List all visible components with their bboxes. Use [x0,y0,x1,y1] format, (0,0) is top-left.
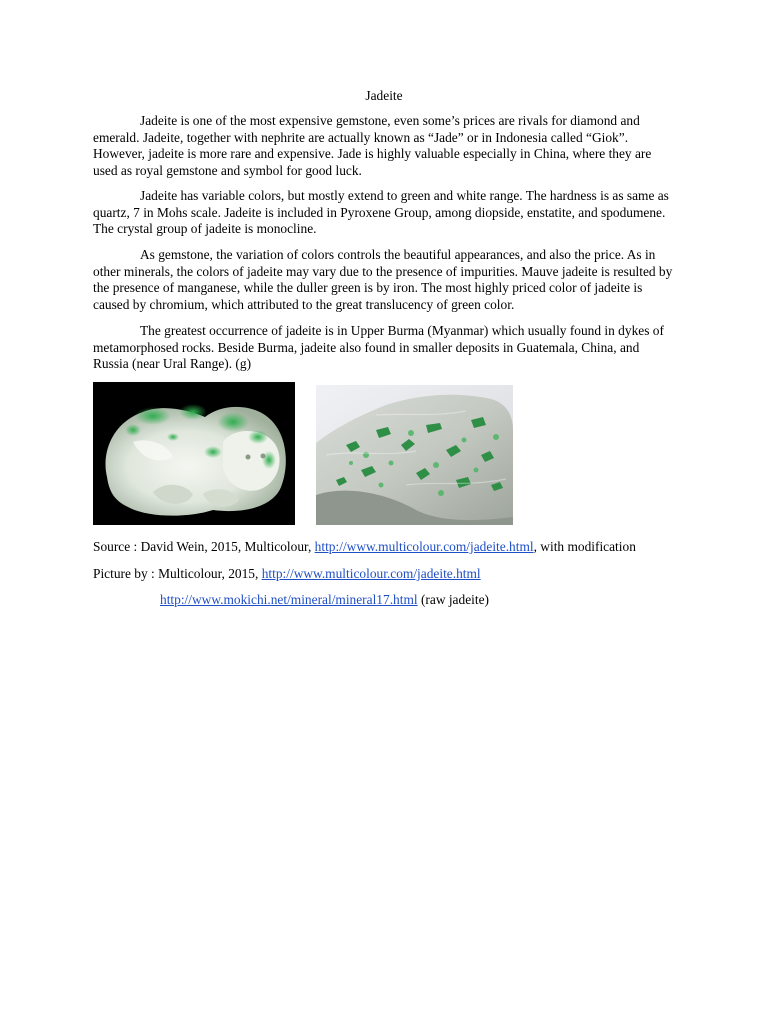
raw-jadeite-image [316,385,513,525]
paragraph-gemstone-colors: As gemstone, the variation of colors controls the beautiful appearances, and also the price. As in other minerals, the colors of jadeite may vary due to the presence of impurities. Mauve jadeite is resulted by the presence of manganese, while the duller green is by iron. The most highly priced color of jadeite is caused by chromium, which attributed to the great translucency of green color. [93,247,673,312]
source-link[interactable]: http://www.multicolour.com/jadeite.html [314,539,534,554]
picture-link[interactable]: http://www.multicolour.com/jadeite.html [261,566,481,581]
raw-jadeite-suffix: (raw jadeite) [417,592,489,607]
picture-credit [93,565,481,582]
paragraph-occurrence: The greatest occurrence of jadeite is in Upper Burma (Myanmar) which usually found in dykes of metamorphosed rocks. Beside Burma, jadeite also found in smaller deposits in Guatemala, China, and Russia (near Ural Range). (g) [93,323,664,372]
raw-jadeite-link[interactable]: http://www.mokichi.net/mineral/mineral17.html [160,592,418,607]
source-credit [93,538,636,555]
paragraph-colors-hardness: Jadeite has variable colors, but mostly extend to green and white range. The hardness is as same as quartz, 7 in Mohs scale. Jadeite is included in Pyroxene Group, among diopside, enstatite, and spodumene. The crystal group of jadeite is monocline. [93,188,669,237]
picture-prefix: Picture by : Multicolour, 2015, [93,566,262,581]
paragraph-intro: Jadeite is one of the most expensive gemstone, even some’s prices are rivals for diamond and emerald. Jadeite, together with nephrite are actually known as “Jade” or in Indonesia called “Giok”. However, jadeite is more rare and expensive. Jade is highly valuable especially in China, where they are used as royal gemstone and symbol for good luck. [93,113,652,178]
source-prefix: Source : David Wein, 2015, Multicolour, [93,539,315,554]
carved-jadeite-image [93,382,295,525]
raw-jadeite-credit [160,591,489,608]
source-suffix: , with modification [533,539,636,554]
document-title: Jadeite [365,88,403,103]
